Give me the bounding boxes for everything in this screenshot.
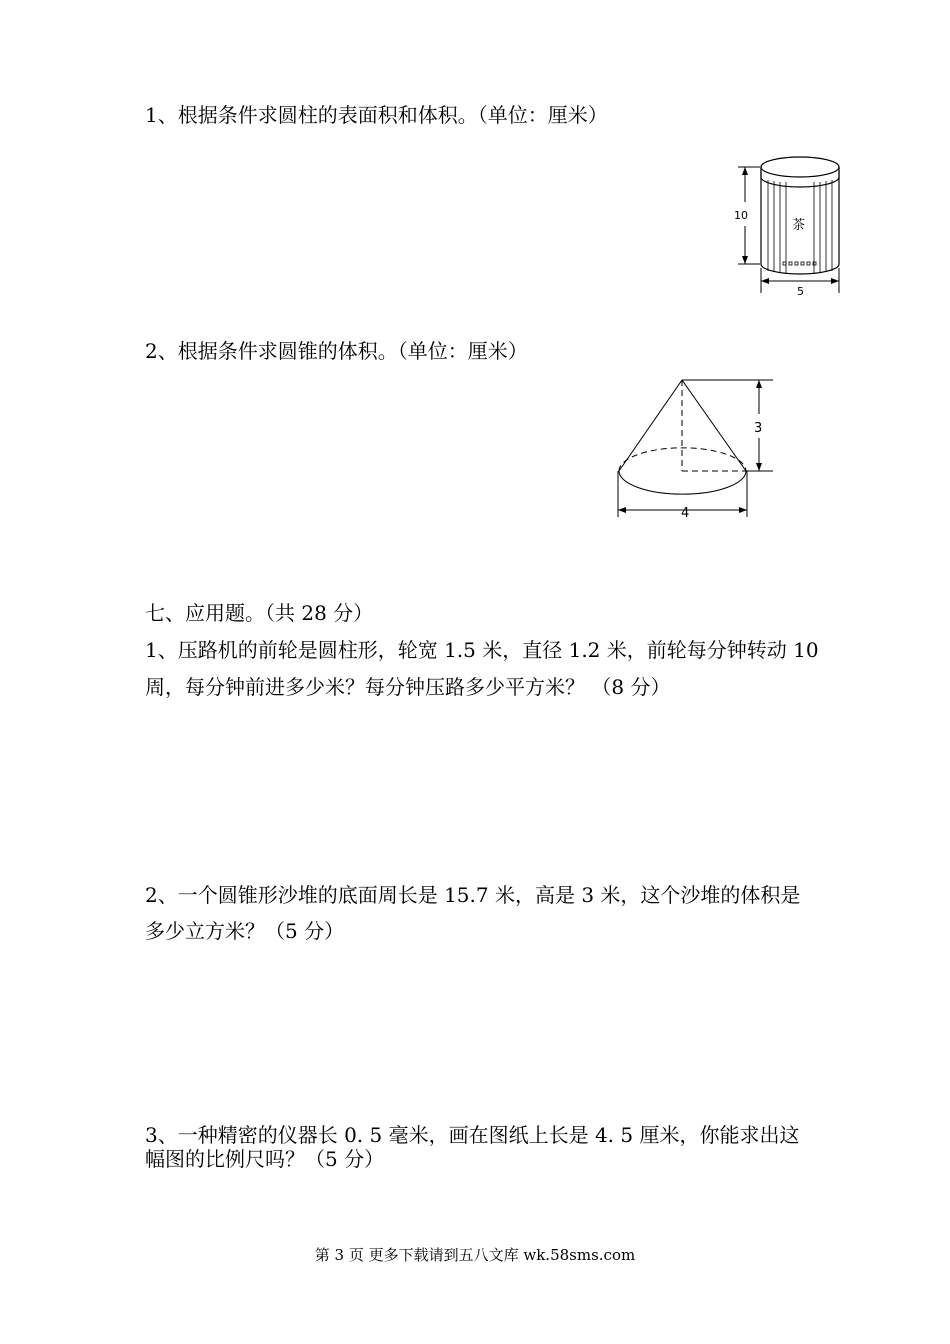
problem-2-line-2: 多少立方米？（5 分）	[145, 919, 345, 943]
problem-3-line-1: 3、一种精密的仪器长 0. 5 毫米，画在图纸上长是 4. 5 厘米，你能求出这	[145, 1123, 800, 1147]
page-footer: 第 3 页 更多下载请到五八文库 wk.58sms.com	[314, 1246, 636, 1264]
problem-3-line-2: 幅图的比例尺吗？（5 分）	[145, 1147, 385, 1171]
question-cylinder: 1、根据条件求圆柱的表面积和体积。（单位：厘米）	[145, 103, 608, 127]
section-heading-applications: 七、应用题。（共 28 分）	[145, 601, 374, 625]
question-cone: 2、根据条件求圆锥的体积。（单位：厘米）	[145, 339, 528, 363]
cylinder-height-label: 10	[734, 209, 748, 222]
cone-diameter-label: 4	[681, 506, 690, 521]
problem-2-line-1: 2、一个圆锥形沙堆的底面周长是 15.7 米，高是 3 米，这个沙堆的体积是	[145, 883, 801, 907]
cylinder-figure	[728, 150, 848, 300]
cone-height-label: 3	[754, 421, 763, 436]
cylinder-label-char: 茶	[792, 218, 806, 233]
cylinder-diameter-label: 5	[797, 285, 804, 298]
problem-1-line-2: 周，每分钟前进多少米？每分钟压路多少平方米？ （8 分）	[145, 675, 671, 699]
problem-1-line-1: 1、压路机的前轮是圆柱形，轮宽 1.5 米，直径 1.2 米，前轮每分钟转动 10	[145, 638, 819, 662]
cone-figure	[608, 372, 788, 522]
